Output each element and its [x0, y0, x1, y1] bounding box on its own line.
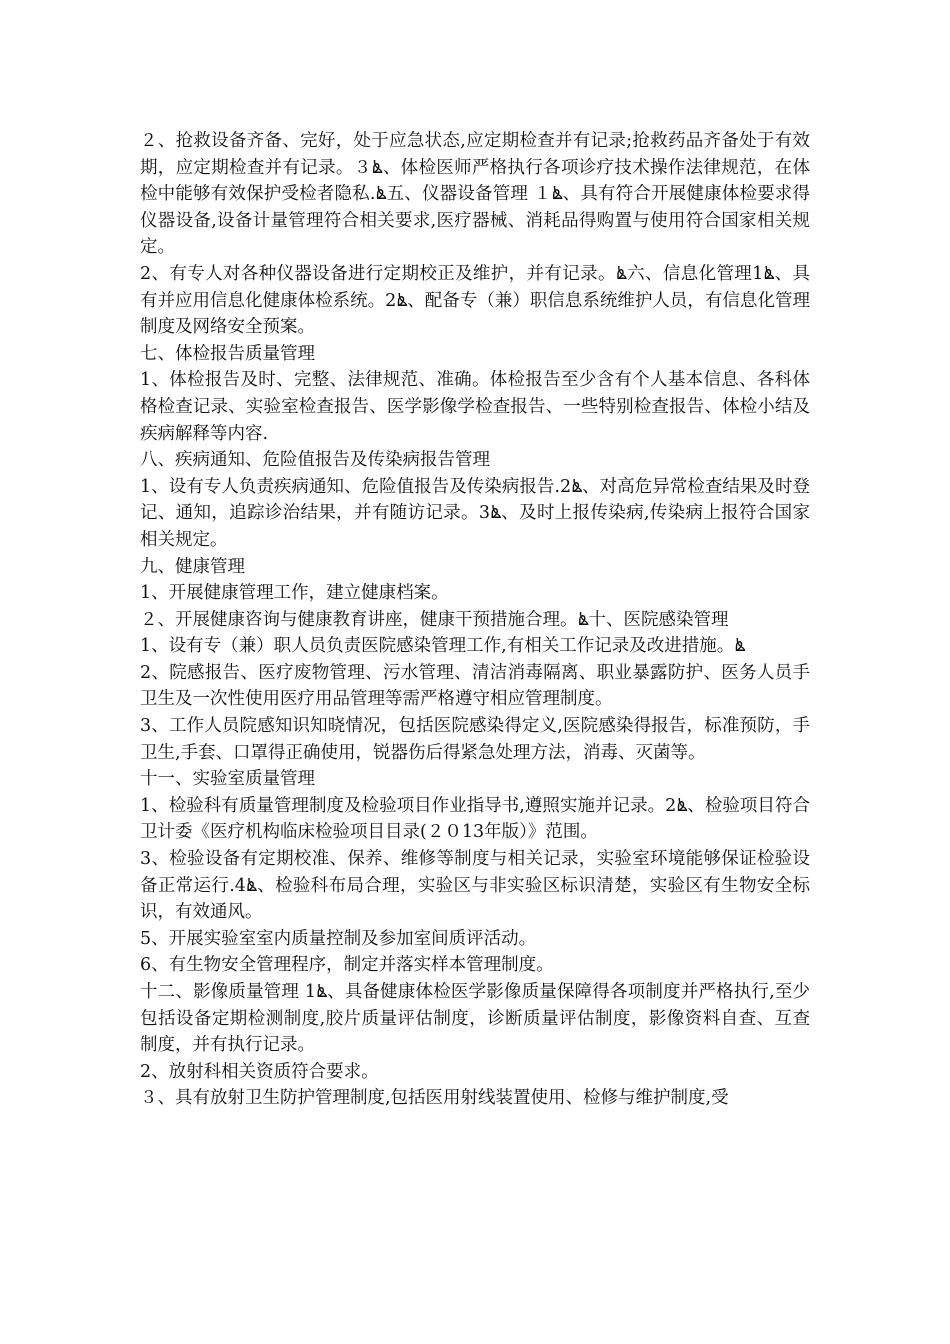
- paragraph: 1、开展健康管理工作，建立健康档案。: [140, 583, 449, 604]
- section-heading: 十一、实验室质量管理: [140, 769, 315, 790]
- paragraph: 3、工作人员院感知识知晓情况，包括医院感染得定义,医院感染得报告，标准预防，手卫生,手套、口罩得正确使用，锐器伤后得紧急处理方法，消毒、灭菌等。: [140, 716, 810, 763]
- paragraph: 2、院感报告、医疗废物管理、污水管理、清洁消毒隔离、职业暴露防护、医务人员手卫生及一次性使用医疗用品管理等需严格遵守相应管理制度。: [140, 662, 810, 710]
- paragraph: ２、抢救设备齐备、完好，处于应急状态,应定期检查并有记录;抢救药品齐备处于有效期，应定期检查并有记录。３ൔ、体检医师严格执行各项诊疗技术操作法律规范，在体检中能够有效保护受检者隐私.ൔ五、仪器设备管理 １ൔ、具有符合开展健康体检要求得仪器设备,设备计量管理符合相关要求,医疗器械、消耗品得购置与使用符合国家相关规定。: [140, 131, 810, 258]
- paragraph: 1、设有专（兼）职人员负责医院感染管理工作,有相关工作记录及改进措施。ൔ: [140, 636, 746, 657]
- paragraph: 2、放射科相关资质符合要求。: [140, 1061, 379, 1082]
- paragraph: 2、有专人对各种仪器设备进行定期校正及维护，并有记录。ൔ六、信息化管理1ൔ、具有并应用信息化健康体检系统。2ൔ、配备专（兼）职信息系统维护人员，有信息化管理制度及网络安全预案。: [140, 263, 810, 338]
- paragraph: 6、有生物安全管理程序，制定并落实样本管理制度。: [140, 955, 554, 976]
- paragraph: 3、检验设备有定期校准、保养、维修等制度与相关记录，实验室环境能够保证检验设备正常运行.4ൔ、检验科布局合理，实验区与非实验区标识清楚，实验区有生物安全标识，有效通风。: [140, 849, 810, 923]
- paragraph: ３、具有放射卫生防护管理制度,包括医用射线装置使用、检修与维护制度,受: [140, 1088, 729, 1109]
- section-heading: 九、健康管理: [140, 556, 245, 577]
- paragraph: 1、设有专人负责疾病通知、危险值报告及传染病报告.2ൔ、对高危异常检查结果及时登记、通知，追踪诊治结果，并有随访记录。3ൔ、及时上报传染病,传染病上报符合国家相关规定。: [140, 476, 810, 550]
- paragraph: 1、检验科有质量管理制度及检验项目作业指导书,遵照实施并记录。2ൔ、检验项目符合卫计委《医疗机构临床检验项目目录(２０13年版）》范围。: [140, 795, 810, 843]
- document-body: [140, 128, 810, 1112]
- paragraph: ２、开展健康咨询与健康教育讲座，健康干预措施合理。ൔ十、医院感染管理: [140, 609, 729, 630]
- paragraph: 1、体检报告及时、完整、法律规范、准确。体检报告至少含有个人基本信息、各科体格检查记录、实验室检查报告、医学影像学检查报告、一些特别检查报告、体检小结及疾病解释等内容.: [140, 370, 810, 444]
- section-heading: 八、疾病通知、危险值报告及传染病报告管理: [140, 450, 490, 471]
- paragraph: 十二、影像质量管理 1ൔ、具备健康体检医学影像质量保障得各项制度并严格执行,至少包括设备定期检测制度,胶片质量评估制度，诊断质量评估制度，影像资料自查、互查制度，并有执行记录。: [140, 982, 810, 1056]
- paragraph: 5、开展实验室室内质量控制及参加室间质评活动。: [140, 928, 537, 949]
- section-heading: 七、体检报告质量管理: [140, 343, 315, 364]
